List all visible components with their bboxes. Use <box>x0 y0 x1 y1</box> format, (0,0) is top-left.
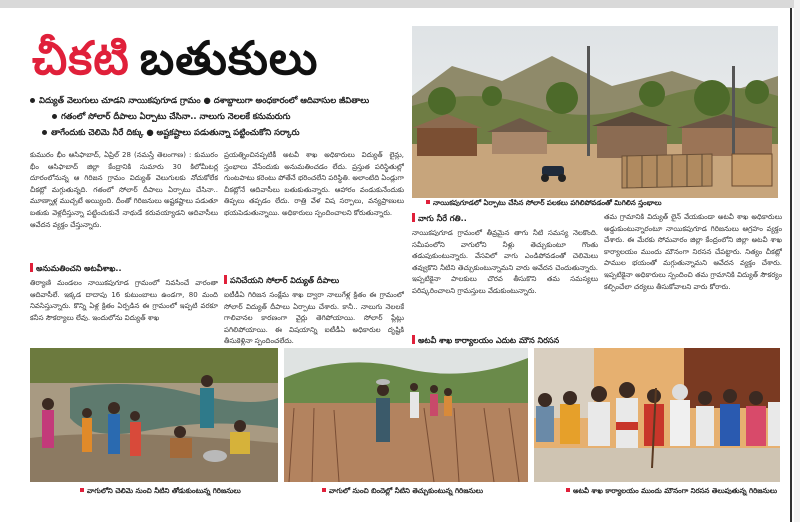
bullet-dot-icon <box>52 114 57 119</box>
column-3-subhead-2: అటవీ శాఖ కార్యాలయం ఎదుట మౌన నిరసన <box>412 334 622 347</box>
photo-1-caption: వాగులోని చెలిమె నుంచి నీటిని తోడుకుంటున్న గిరిజనులు <box>80 486 280 496</box>
bullet-dot-icon <box>42 130 47 135</box>
column-2-text: ప్రయత్నించినప్పటికీ అటవీ శాఖ అధికారులు విద్యుత్ లైన్లు, స్తంభాలు వేసేందుకు అనుమతించడం లేదు. ప్రస్తుత పరిస్థితుల్లో గుంటపాటు కరెంటు పోతేనే భరించలేని పరిస్థితి. అలాంటిది ఏండ్లుగా చీకట్లోనే ఆదివాసీలు బతుకుతున్నారు. ఆహారం వండుకునేందుకు తిప్పలు తప్పడం లేదు. రాత్రి వేళ విష సర్పాలు, వన్యప్రాణులు భయపెడుతున్నాయి. అధికారులు స్పందించాలని కోరుతున్నారు. <box>224 151 404 217</box>
headline-red: చీకటి <box>32 31 130 85</box>
village-photo-caption: నాయికపుగూడలో ఏర్పాటు చేసిన సోలార్ పలకలు పగిలిపోవడంతో మిగిలిన స్తంభాలు <box>426 198 786 208</box>
column-1-subhead: అనుమతించని అటవీశాఖ.. <box>30 262 218 275</box>
bullet-line: తాగేందుకు చెలిమె నీరే దిక్కు ● అష్టకష్టాలు పడుతున్నా పట్టించుకోని సర్కారు <box>30 124 405 140</box>
column-rule <box>790 8 792 522</box>
caption-marker-icon <box>426 200 430 204</box>
village-photo <box>412 26 778 198</box>
highlight-bullets <box>30 92 405 140</box>
caption-marker-icon <box>566 488 570 492</box>
subhead-marker-icon <box>412 213 415 222</box>
bullet-dot-icon <box>30 98 35 103</box>
caption-marker-icon <box>80 488 84 492</box>
column-1-text-2: తిర్యాణి మండలం నాయికపుగూడ గ్రామంలో నివసించే వారంతా ఆదివాసీలే. ఇక్కడ దాదాపు 16 కుటుంబాలు ఉండగా, 80 మంది నివసిస్తున్నారు. కొన్ని ఏళ్ల క్రితం ఏర్పడిన ఈ గ్రామంలో ఇప్పటి వరకూ కనీస సౌకర్యాలు లేవు. ఇందులోను విద్యుత్ శాఖ <box>30 279 218 322</box>
bullet-line: విద్యుత్ వెలుగులు చూడని నాయికపుగూడ గ్రామం ● దశాబ్దాలుగా అంధకారంలో ఆదివాసుల జీవితాలు <box>30 92 405 108</box>
subhead-marker-icon <box>412 335 415 344</box>
subhead-marker-icon <box>224 275 227 284</box>
protest-photo <box>534 348 780 482</box>
stream-photo-1 <box>30 348 278 482</box>
page-edge <box>794 0 800 522</box>
headline <box>32 30 318 86</box>
subhead-marker-icon <box>30 263 33 272</box>
column-2-subhead: పనిచేయని సోలార్ విద్యుత్ దీపాలు <box>224 274 404 287</box>
headline-black: బతుకులు <box>139 31 319 85</box>
caption-marker-icon <box>322 488 326 492</box>
column-3-subhead: వాగు నీరే గతి.. <box>412 212 598 225</box>
column-3-text: నాయికపుగూడ గ్రామంలో తీవ్రమైన తాగు నీటి సమస్య నెలకొంది. సమీపంలోని వాగులోని నీళ్లు తెచ్చుకుంటూ గొంతు తడుపుకుంటున్నారు. వేసవిలో వాగు ఎండిపోవడంతో చెలిమెలు తవ్వుకొని నీటిని తెచ్చుకుంటున్నామని వారు ఆవేదన చెందుతున్నారు. ఇప్పటికైనా పాలకులు చొరవ తీసుకొని తమ సమస్యలు పరిష్కరించాలని గ్రామస్తులు వేడుకుంటున్నారు. <box>412 229 598 295</box>
column-4-text: తమ గ్రామానికి విద్యుత్ లైన్ వేయకుండా అటవీ శాఖ అధికారులు అడ్డుకుంటున్నారంటూ నాయికపుగూడ గిరిజనులు ఆగ్రహం వ్యక్తం చేశారు. ఈ మేరకు సోమవారం జిల్లా కేంద్రంలోని జిల్లా అటవీ శాఖ కార్యాలయం ముందు మౌనంగా నిరసన చేపట్టారు. నిత్యం చీకట్లో పాముల భయంతో మగ్గుతున్నామని ఆవేదన వ్యక్తం చేశారు. ఇప్పటికైనా అధికారులు స్పందించి తమ గ్రామానికి విద్యుత్ సౌకర్యం కల్పించేలా చర్యలు తీసుకోవాలని వారు కోరారు. <box>604 213 782 291</box>
column-2-text-2: ఐటీడీఏ గిరిజన సంక్షేమ శాఖ ద్వారా నాలుగేళ్ల క్రితం ఈ గ్రామంలో సోలార్ విద్యుత్ దీపాలు ఏర్పాటు చేశారు. కానీ.. నాలుగు నెలలకే గాలివానల కారణంగా వైర్లు తెగిపోయాయి. సోలార్ ప్లేట్లు పగిలిపోయాయి. ఈ విషయాన్ని ఐటీడీఏ అధికారుల దృష్టికి తీసుకెళ్లినా స్పందించలేదు. <box>224 291 404 346</box>
bullet-line: గతంలో సోలార్ దీపాలు ఏర్పాటు చేసినా.. నాలుగు నెలలకే కనుమరుగు <box>30 108 405 124</box>
photo-3-caption: అటవీ శాఖ కార్యాలయం ముందు మౌనంగా నిరసన తెలుపుతున్న గిరిజనులు <box>566 486 790 496</box>
photo-2-caption: వాగులో నుంచి బిందెల్లో నీటిని తెచ్చుకుంటున్న గిరిజనులు <box>322 486 528 496</box>
column-1-text: కుమురం భీం ఆసిఫాబాద్, ఏప్రిల్ 28 (నమస్తే తెలంగాణ) : కుమురం భీం ఆసిఫాబాద్ జిల్లా కేంద్రానికి సుమారు 30 కిలోమీటర్ల దూరంలోనున్న ఆ గిరిజన గ్రామం విద్యుత్ వెలుగులకు నోచుకోలేక చీకట్లో మగ్గుతున్నది. గతంలో సోలార్ దీపాలు ఏర్పాటు చేసినా.. మూణ్నాళ్ల ముచ్చటే అయ్యింది. దీంతో గిరిజనులు అష్టకష్టాలు పడుతూ బతుకు వెళ్లదీస్తున్నా పట్టించుకునే నాథుడే కరువయ్యాడని ఆదివాసీలు ఆవేదన వ్యక్తం చేస్తున్నారు. <box>30 151 218 229</box>
top-edge <box>0 0 800 8</box>
stream-photo-2 <box>284 348 528 482</box>
